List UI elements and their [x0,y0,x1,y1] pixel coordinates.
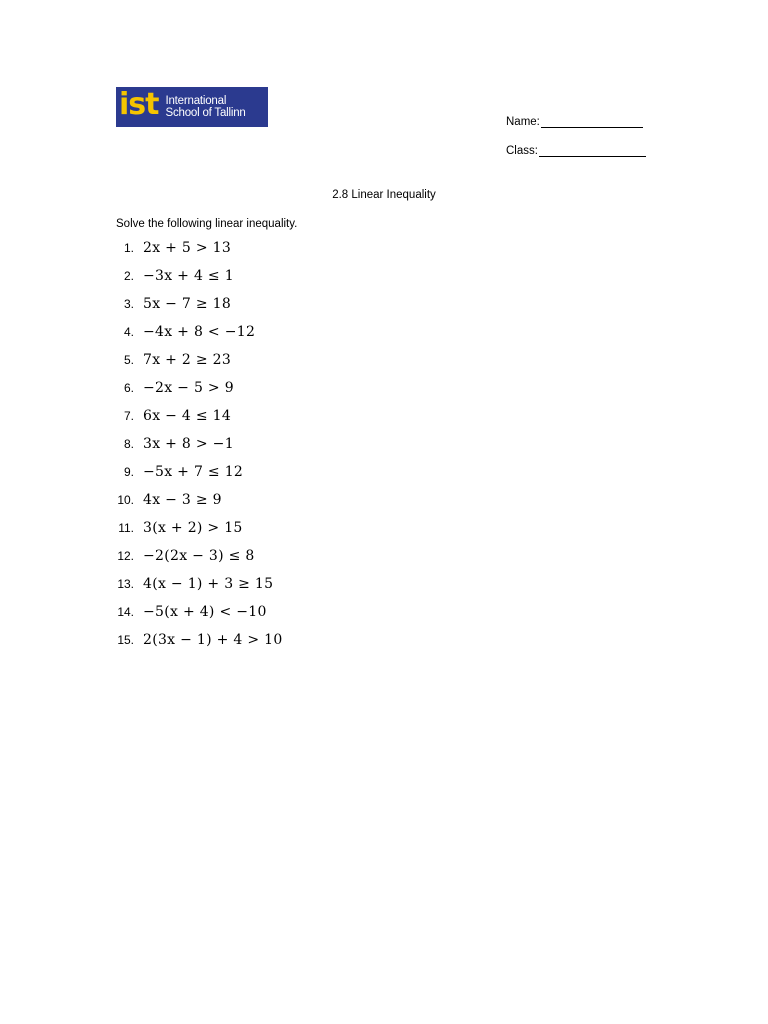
problem-number: 8. [123,437,134,451]
school-logo [116,87,268,127]
problem-expression: 6x − 4 ≤ 14 [143,408,232,424]
problem-number: 9. [123,465,134,479]
class-field [506,144,646,157]
problem-number: 5. [123,353,134,367]
logo-school-name [165,95,245,119]
problem-expression: 4(x − 1) + 3 ≥ 15 [143,576,274,592]
problem-number: 7. [123,409,134,423]
logo-line-1: International [165,95,227,107]
problem-expression: 3(x + 2) > 15 [143,520,243,536]
problem-expression: 2x + 5 > 13 [143,240,232,256]
problem-expression: −2x − 5 > 9 [143,380,234,396]
logo-mark: ist [119,87,159,122]
name-field [506,115,643,128]
class-label: Class: [506,145,538,157]
name-blank-line[interactable] [541,115,643,128]
problem-number: 14. [117,605,134,619]
problem-expression: 3x + 8 > −1 [143,436,234,452]
class-blank-line[interactable] [539,144,646,157]
logo-line-2: School of Tallinn [165,107,246,119]
worksheet-title: 2.8 Linear Inequality [332,189,436,201]
problem-expression: 5x − 7 ≥ 18 [143,296,232,312]
problem-number: 1. [123,241,134,255]
problem-number: 4. [123,325,134,339]
problem-number: 13. [117,577,134,591]
problem-expression: −2(2x − 3) ≤ 8 [143,548,255,564]
problem-number: 11. [118,521,134,535]
problem-expression: 4x − 3 ≥ 9 [143,492,222,508]
problem-number: 6. [123,381,134,395]
problem-expression: 2(3x − 1) + 4 > 10 [143,632,283,648]
problem-expression: −5x + 7 ≤ 12 [143,464,244,480]
name-label: Name: [506,116,540,128]
problem-expression: −4x + 8 < −12 [143,324,256,340]
problem-expression: −5(x + 4) < −10 [143,604,267,620]
problem-expression: −3x + 4 ≤ 1 [143,268,234,284]
problem-number: 15. [117,633,134,647]
problem-number: 12. [117,549,134,563]
problem-expression: 7x + 2 ≥ 23 [143,352,232,368]
instructions: Solve the following linear inequality. [116,218,298,230]
problem-number: 2. [123,269,134,283]
problem-number: 3. [123,297,134,311]
problem-number: 10. [117,493,134,507]
